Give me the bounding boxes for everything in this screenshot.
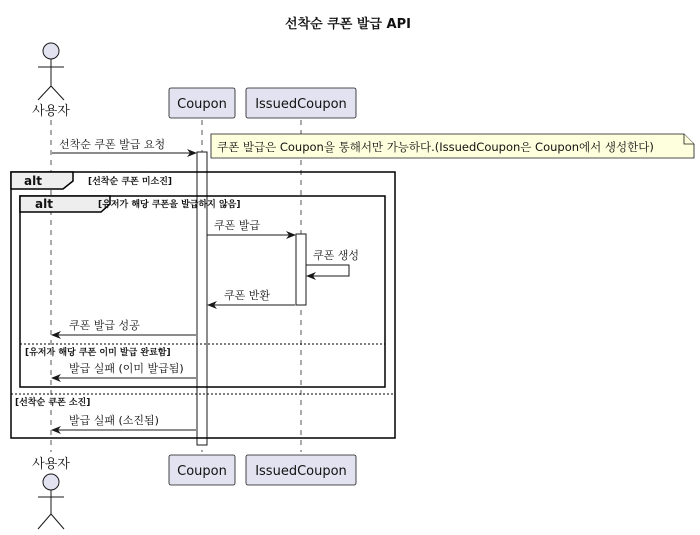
fragment-inner-guard2: [유저가 해당 쿠폰 이미 발급 완료함] [25,348,171,358]
arrow-create [306,265,349,276]
activation-issued [296,234,306,305]
fragment-inner-tab [20,196,110,212]
fragment-outer-guard2: [선착순 쿠폰 소진] [15,398,91,408]
message-request: 선착순 쿠폰 발급 요청 [59,138,166,151]
participant-label-coupon-top: Coupon [177,97,227,112]
actor-head-icon [43,474,59,490]
message-issue: 쿠폰 발급 [214,219,261,232]
message-return: 쿠폰 반환 [224,289,271,302]
participant-label-user-bottom: 사용자 [32,457,70,472]
fragment-inner-tag: alt [35,197,53,211]
message-fail-already: 발급 실패 (이미 발급됨) [69,362,184,375]
diagram-title: 선착순 쿠폰 발급 API [285,17,411,32]
participant-label-user-top: 사용자 [32,104,70,119]
actor-user-top [38,43,64,100]
actor-head-icon [43,43,59,59]
message-success: 쿠폰 발급 성공 [69,319,140,332]
fragment-outer-tag: alt [24,174,42,188]
fragment-outer-guard1: [선착순 쿠폰 미소진] [88,177,173,187]
message-fail-exhausted: 발급 실패 (소진됨) [69,414,159,427]
participant-label-coupon-bottom: Coupon [177,464,227,479]
participant-label-issued-bottom: IssuedCoupon [255,464,347,479]
fragment-outer-tab [11,172,73,189]
message-create: 쿠폰 생성 [313,249,360,262]
note [211,134,694,158]
fragment-inner-guard1: [유저가 해당 쿠폰을 발급하지 않음] [98,200,241,210]
actor-user-bottom [38,474,64,529]
note-text: 쿠폰 발급은 Coupon을 통해서만 가능하다.(IssuedCoupon은 Coupon에서 생성한다) [217,140,654,154]
participant-label-issued-top: IssuedCoupon [255,97,347,112]
